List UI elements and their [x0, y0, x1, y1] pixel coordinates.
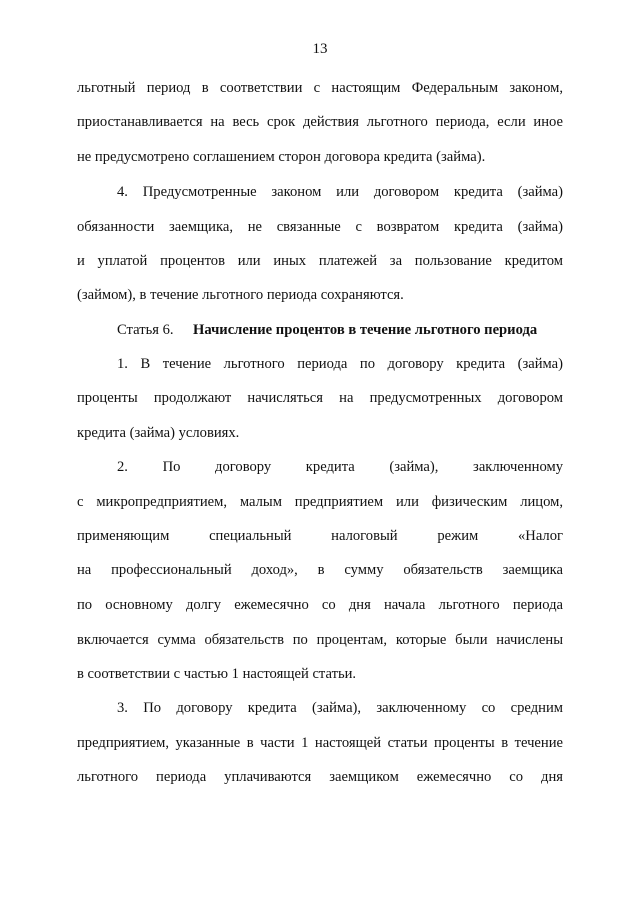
text-line: не предусмотрено соглашением сторон договора кредита (займа). [77, 149, 486, 165]
text-line: (займом), в течение льготного периода сохраняются. [77, 287, 404, 303]
text-line: на профессиональный доход», в сумму обязательств заемщика [77, 562, 563, 578]
text-line: обязанности заемщика, не связанные с возвратом кредита (займа) [77, 219, 563, 235]
text-line: применяющим специальный налоговый режим «Налог [77, 528, 563, 544]
text-line: предприятием, указанные в части 1 настоящей статьи проценты в течение [77, 735, 563, 751]
page-number: 13 [312, 41, 328, 57]
article-label: Статья 6. [117, 322, 174, 338]
paragraph-4-start: 4. Предусмотренные законом или договором кредита (займа) [117, 184, 563, 200]
text-line: в соответствии с частью 1 настоящей статьи. [77, 666, 357, 682]
paragraph-3-start: 3. По договору кредита (займа), заключенному со средним [117, 700, 563, 716]
text-line: кредита (займа) условиях. [77, 425, 240, 441]
text-line: и уплатой процентов или иных платежей за пользование кредитом [77, 253, 563, 269]
paragraph-2-start: 2. По договору кредита (займа), заключенному [117, 459, 563, 475]
article-heading [117, 321, 563, 339]
article-title: Начисление процентов в течение льготного периода [193, 322, 538, 338]
text-line: приостанавливается на весь срок действия льготного периода, если иное [77, 114, 563, 130]
text-line: с микропредприятием, малым предприятием или физическим лицом, [77, 494, 563, 510]
text-line: льготный период в соответствии с настоящим Федеральным законом, [77, 80, 563, 96]
text-line: включается сумма обязательств по процентам, которые были начислены [77, 632, 563, 648]
paragraph-1-start: 1. В течение льготного периода по договору кредита (займа) [117, 356, 563, 372]
text-line: проценты продолжают начисляться на предусмотренных договором [77, 390, 563, 406]
text-line: по основному долгу ежемесячно со дня начала льготного периода [77, 597, 563, 613]
text-line: льготного периода уплачиваются заемщиком ежемесячно со дня [77, 769, 563, 785]
